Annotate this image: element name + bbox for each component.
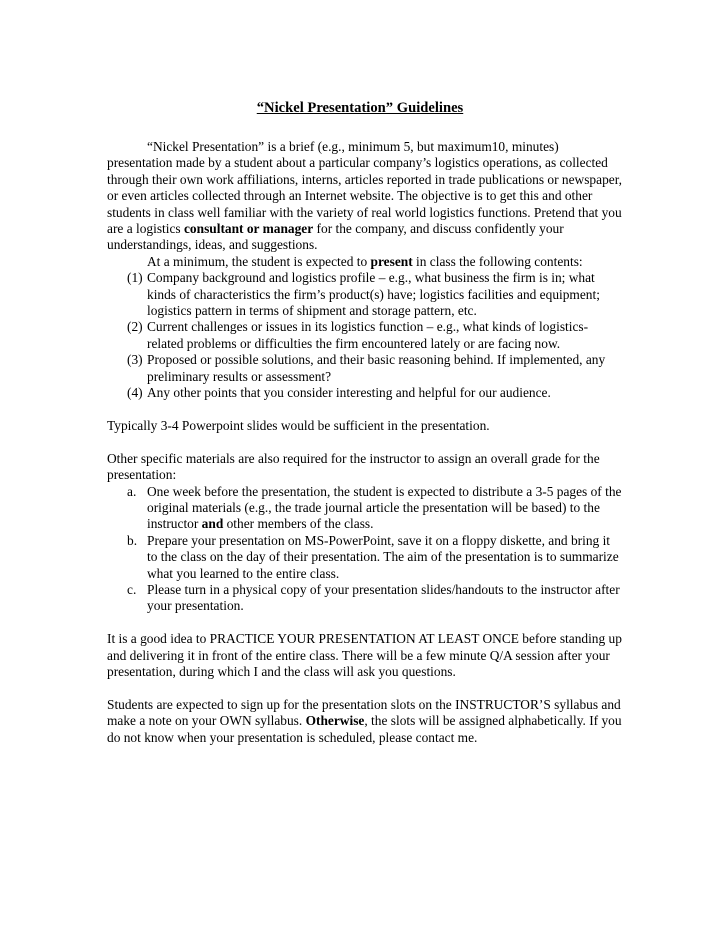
list-item-text: Company background and logistics profile – e.g., what business the firm is in; what kinds of characteristics the firm’s product(s) have; logistics facilities and equipment; logistics pattern in terms of shipment and storage pattern, etc. <box>147 270 600 319</box>
practice-paragraph: It is a good idea to PRACTICE YOUR PRESENTATION AT LEAST ONCE before standing up and delivering it in front of the entire class. There will be a few minute Q/A session after your presentation, during which I and the class will ask you questions. <box>107 631 622 679</box>
list-item <box>107 352 623 385</box>
spacer <box>107 402 623 418</box>
materials-a-text-1: One week before the presentation, the student is expected to distribute a 3-5 pages of the original materials (e.g., the trade journal article the presentation will be based) to the instructor <box>147 483 622 532</box>
intro-text-1: “Nickel Presentation” is a brief (e.g., minimum 5, but maximum10, minutes) presentation made by a student about a particular company’s logistics operations, as collected through their own work affiliations, interns, articles reported in trade publications or newspaper, or even articles collected through an Internet website. The objective is to get this and other students in class well familiar with the variety of real world logistics functions. Pretend that you are a logistics <box>107 139 622 237</box>
list-item <box>107 582 623 615</box>
spacer <box>107 680 623 696</box>
slides-note: Typically 3-4 Powerpoint slides would be sufficient in the presentation. <box>107 417 490 433</box>
list-marker: (3) <box>127 352 143 368</box>
list-item <box>107 319 623 352</box>
list-marker: c. <box>127 581 137 597</box>
signup-bold: Otherwise <box>305 713 365 729</box>
spacer <box>107 615 623 631</box>
signup-text-2: , the slots will be assigned alphabetically. If you do not know when your presentation is scheduled, please contact me. <box>107 713 622 745</box>
materials-a-bold: and <box>201 516 224 532</box>
list-marker: (1) <box>127 270 143 286</box>
spacer <box>107 434 623 450</box>
list-item-text: Please turn in a physical copy of your presentation slides/handouts to the instructor after your presentation. <box>147 581 620 614</box>
materials-a-text-2: other members of the class. <box>223 516 374 532</box>
signup-paragraph <box>107 697 623 746</box>
list-marker: b. <box>127 532 138 548</box>
materials-intro: Other specific materials are also required for the instructor to assign an overall grade for the presentation: <box>107 450 600 483</box>
list-item <box>107 270 623 319</box>
list-item-text: Current challenges or issues in its logistics function – e.g., what kinds of logistics-related problems or difficulties the firm encountered lately or are facing now. <box>147 319 589 351</box>
intro-paragraph <box>107 139 623 254</box>
minimum-text-1: At a minimum, the student is expected to <box>147 253 371 269</box>
intro-text-2: for the company, and discuss confidently your understandings, ideas, and suggestions. <box>107 221 564 253</box>
materials-list <box>107 484 623 615</box>
list-item-text: Prepare your presentation on MS-PowerPoint, save it on a floppy diskette, and bring it to the class on the day of their presentation. The aim of the presentation is to summarize what you learned to the entire class. <box>147 532 619 581</box>
signup-text-1: Students are expected to sign up for the presentation slots on the INSTRUCTOR’S syllabus and make a note on your OWN syllabus. <box>107 696 621 729</box>
intro-bold: consultant or manager <box>183 221 314 237</box>
list-item <box>107 385 623 401</box>
list-marker: (4) <box>127 385 143 401</box>
list-marker: a. <box>127 483 137 499</box>
list-marker: (2) <box>127 319 143 335</box>
contents-list <box>107 270 623 401</box>
list-item-text: Proposed or possible solutions, and their basic reasoning behind. If implemented, any preliminary results or assessment? <box>147 352 606 384</box>
page-title: “Nickel Presentation” Guidelines <box>256 100 464 116</box>
minimum-bold: present <box>370 253 413 269</box>
document-body <box>107 139 623 746</box>
list-item <box>107 484 623 533</box>
minimum-paragraph <box>107 254 623 270</box>
minimum-text-2: in class the following contents: <box>412 253 583 269</box>
list-item <box>107 533 623 582</box>
list-item-text: Any other points that you consider interesting and helpful for our audience. <box>147 385 551 401</box>
